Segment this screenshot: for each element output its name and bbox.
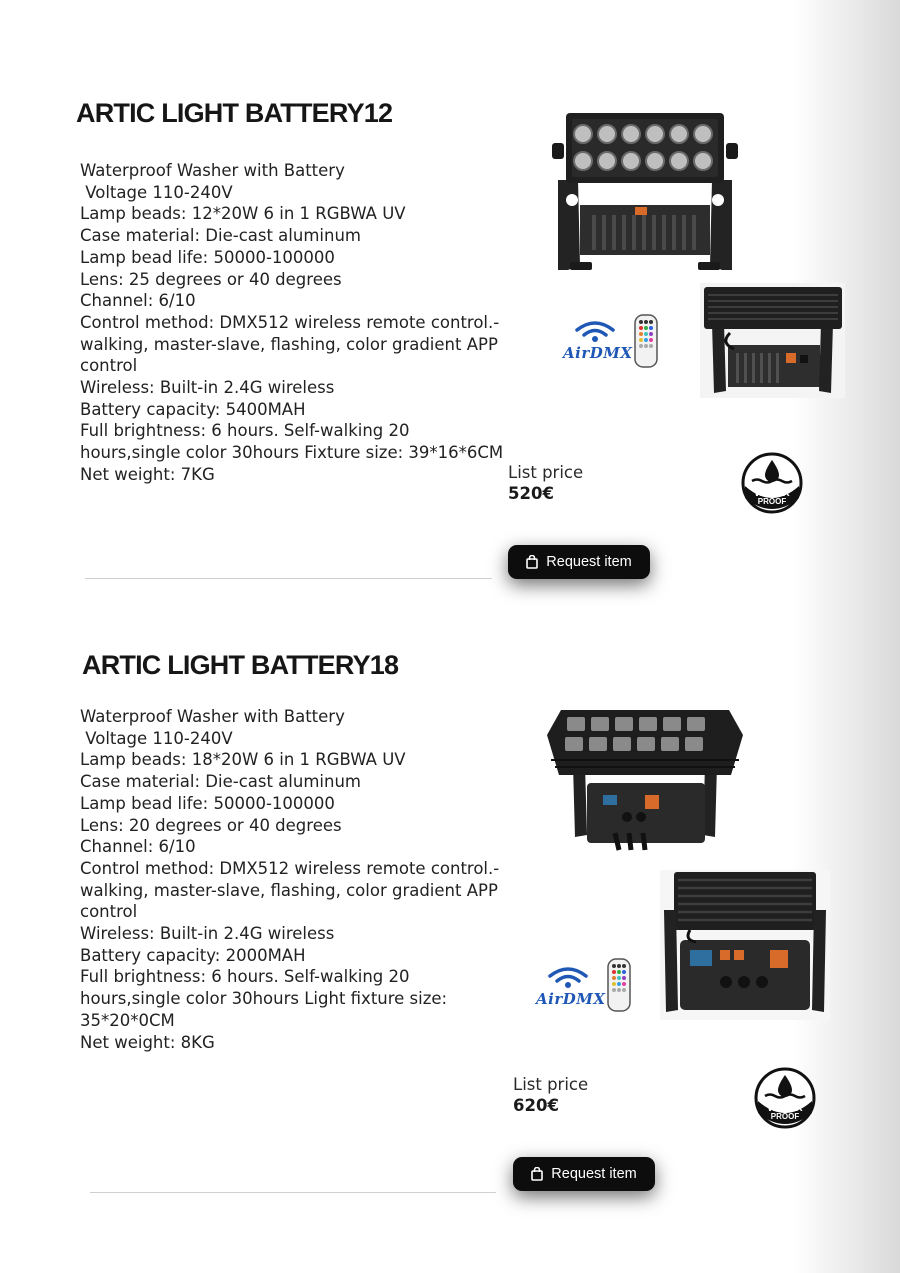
fixture-photo-front (550, 110, 740, 275)
shopping-bag-icon (526, 555, 538, 569)
badge-text-proof: PROOF (757, 497, 787, 506)
price-label: List price (513, 1075, 589, 1094)
section-divider (90, 1192, 496, 1193)
request-item-label: Request item (551, 1166, 637, 1182)
airdmx-text: AirDMX (563, 344, 633, 362)
waterproof-badge (740, 452, 804, 514)
fixture-photo-front (545, 705, 745, 855)
airdmx-logo (563, 318, 633, 362)
airdmx-logo (536, 964, 606, 1008)
waterproof-badge (753, 1067, 817, 1129)
remote-control-icon (607, 958, 631, 1012)
section-divider (85, 578, 492, 579)
badge-text-proof: PROOF (770, 1112, 800, 1121)
fixture-photo-rear (700, 283, 845, 398)
price-value: 620€ (513, 1096, 559, 1115)
price-value: 520€ (508, 484, 554, 503)
product-specs: Waterproof Washer with Battery Voltage 110-240V Lamp beads: 18*20W 6 in 1 RGBWA UV Case material: Die-cast aluminum Lamp bead life: 50000-100000 Lens: 20 degrees or 40 degrees Channel: 6/10 Control method: DMX512 wireless remote control.-walking, master-slave, flashing, color gradient APP control Wireless: Built-in 2.4G wireless Battery capacity: 2000MAH Full brightness: 6 hours. Self-walking 20 hours,single color 30hours Light fixture size: 35*20*0CM Net weight: 8KG (80, 707, 500, 1052)
request-item-label: Request item (546, 554, 632, 570)
shopping-bag-icon (531, 1167, 543, 1181)
request-item-button[interactable] (508, 545, 650, 579)
airdmx-text: AirDMX (536, 990, 606, 1008)
badge-text-water: WATER (754, 488, 790, 499)
product-title: ARTIC LIGHT BATTERY18 (82, 650, 399, 680)
product-card-battery18 (0, 600, 900, 1273)
fixture-photo-rear (660, 870, 830, 1020)
badge-text-water: WATER (767, 1103, 803, 1114)
wifi-icon (573, 318, 617, 342)
product-title: ARTIC LIGHT BATTERY12 (76, 98, 393, 128)
wifi-icon (546, 964, 590, 988)
price-label: List price (508, 463, 584, 482)
remote-control-icon (634, 314, 658, 368)
request-item-button[interactable] (513, 1157, 655, 1191)
product-card-battery12 (0, 0, 900, 600)
product-specs: Waterproof Washer with Battery Voltage 110-240V Lamp beads: 12*20W 6 in 1 RGBWA UV Case material: Die-cast aluminum Lamp bead life: 50000-100000 Lens: 25 degrees or 40 degrees Channel: 6/10 Control method: DMX512 wireless remote control.-walking, master-slave, flashing, color gradient APP control Wireless: Built-in 2.4G wireless Battery capacity: 5400MAH Full brightness: 6 hours. Self-walking 20 hours,single color 30hours Fixture size: 39*16*6CM Net weight: 7KG (80, 161, 504, 484)
